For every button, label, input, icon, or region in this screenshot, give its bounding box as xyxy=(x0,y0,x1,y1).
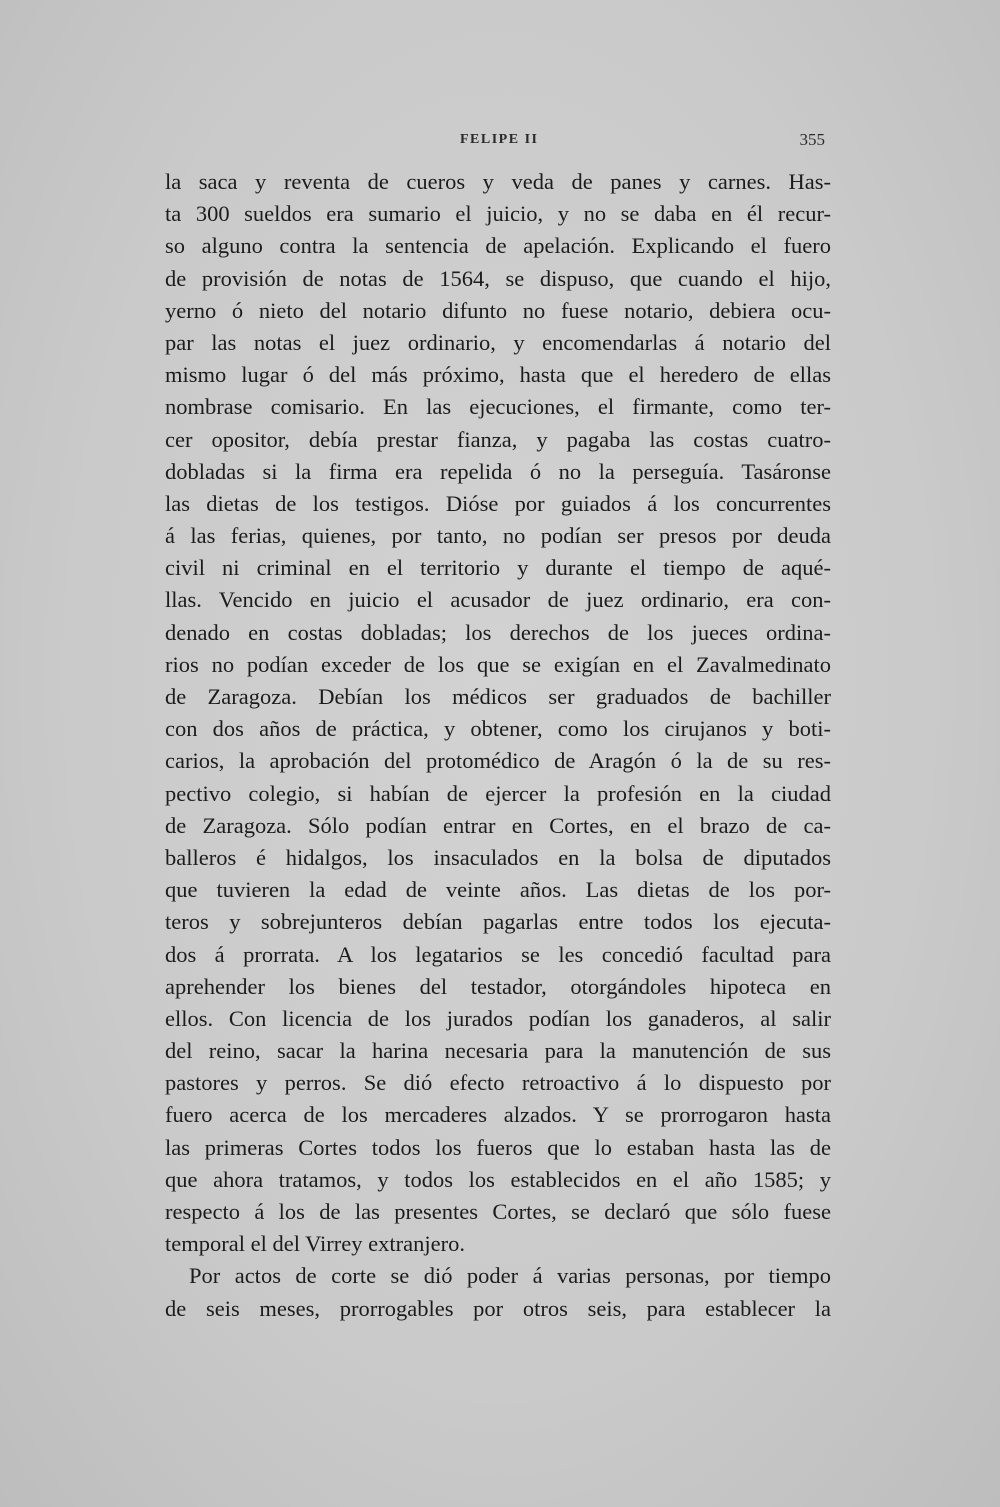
text-line: de Zaragoza. Sólo podían entrar en Cortes, en el brazo de ca- xyxy=(165,812,831,838)
text-line: de Zaragoza. Debían los médicos ser graduados de bachiller xyxy=(165,684,831,709)
text-line: balleros é hidalgos, los insaculados en la bolsa de diputados xyxy=(165,844,831,870)
text-line: teros y sobrejunteros debían pagarlas entre todos los ejecuta- xyxy=(165,909,831,935)
text-line: pectivo colegio, si habían de ejercer la profesión en la ciudad xyxy=(165,780,831,806)
text-line: las dietas de los testigos. Dióse por guiados á los concurrentes xyxy=(165,490,831,516)
text-line: de seis meses, prorrogables por otros seis, para establecer la xyxy=(165,1295,831,1321)
text-line: so alguno contra la sentencia de apelación. Explicando el fuero xyxy=(165,233,831,259)
text-line: que tuvieren la edad de veinte años. Las dietas de los por- xyxy=(165,877,831,903)
text-line: dos á prorrata. A los legatarios se les concedió facultad para xyxy=(165,941,831,967)
text-line: con dos años de práctica, y obtener, como los cirujanos y boti- xyxy=(165,716,831,742)
body-text xyxy=(165,166,831,1325)
text-line: que ahora tratamos, y todos los establecidos en el año 1585; y xyxy=(165,1166,831,1192)
text-line: carios, la aprobación del protomédico de Aragón ó la de su res- xyxy=(165,748,831,774)
text-line: rios no podían exceder de los que se exigían en el Zavalmedinato xyxy=(165,651,831,677)
text-line: ta 300 sueldos era sumario el juicio, y no se daba en él recur- xyxy=(165,201,831,227)
paragraph-first-line: Por actos de corte se dió poder á varias personas, por tiempo xyxy=(189,1263,831,1289)
text-line: de provisión de notas de 1564, se dispuso, que cuando el hijo, xyxy=(165,265,831,291)
page-header xyxy=(165,128,825,158)
text-line: pastores y perros. Se dió efecto retroactivo á lo dispuesto por xyxy=(165,1070,831,1096)
text-line: dobladas si la firma era repelida ó no la perseguía. Tasáronse xyxy=(165,458,831,484)
text-line: llas. Vencido en juicio el acusador de juez ordinario, era con- xyxy=(165,587,831,613)
text-line: mismo lugar ó del más próximo, hasta que el heredero de ellas xyxy=(165,362,831,388)
text-line: denado en costas dobladas; los derechos de los jueces ordina- xyxy=(165,619,831,645)
text-line: la saca y reventa de cueros y veda de panes y carnes. Has- xyxy=(165,169,831,194)
text-line: nombrase comisario. En las ejecuciones, el firmante, como ter- xyxy=(165,394,831,420)
page-number: 355 xyxy=(799,130,825,149)
running-title: FELIPE II xyxy=(460,132,539,147)
text-line: yerno ó nieto del notario difunto no fuese notario, debiera ocu- xyxy=(165,297,831,323)
text-line: aprehender los bienes del testador, otorgándoles hipoteca en xyxy=(165,973,831,999)
text-line: las primeras Cortes todos los fueros que lo estaban hasta las de xyxy=(165,1134,831,1160)
paragraph-last-line: temporal el del Virrey extranjero. xyxy=(165,1231,465,1257)
text-line: cer opositor, debía prestar fianza, y pagaba las costas cuatro- xyxy=(165,426,831,452)
text-line: fuero acerca de los mercaderes alzados. Y se prorrogaron hasta xyxy=(165,1102,831,1128)
text-line: par las notas el juez ordinario, y encomendarlas á notario del xyxy=(165,329,831,355)
text-line: ellos. Con licencia de los jurados podían los ganaderos, al salir xyxy=(165,1005,831,1031)
text-line: civil ni criminal en el territorio y durante el tiempo de aqué- xyxy=(165,555,831,581)
text-line: á las ferias, quienes, por tanto, no podían ser presos por deuda xyxy=(165,523,831,549)
text-line: respecto á los de las presentes Cortes, se declaró que sólo fuese xyxy=(165,1199,831,1224)
text-line: del reino, sacar la harina necesaria para la manutención de sus xyxy=(165,1038,831,1064)
